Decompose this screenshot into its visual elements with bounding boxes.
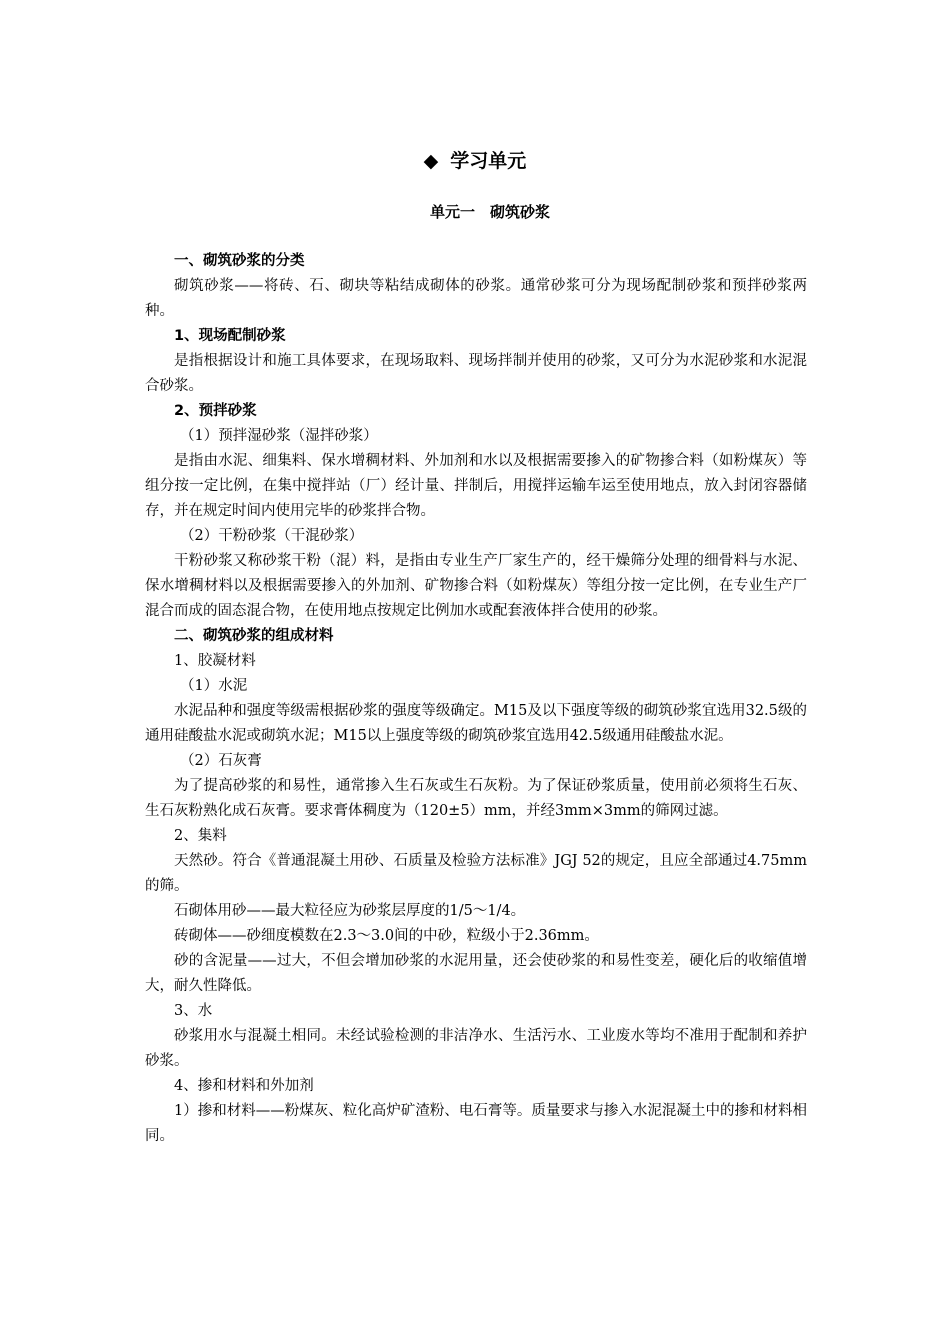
paragraph: 3、水 bbox=[174, 1003, 213, 1019]
paragraph: 砖砌体——砂细度模数在2.3～3.0间的中砂，粒级小于2.36mm。 bbox=[174, 928, 599, 944]
section-heading: 二、砌筑砂浆的组成材料 bbox=[174, 628, 334, 644]
paragraph: 1）掺和材料——粉煤灰、粒化高炉矿渣粉、电石膏等。质量要求与掺入水泥混凝土中的掺和材料相同。 bbox=[145, 1103, 807, 1144]
paragraph: 砌筑砂浆——将砖、石、砌块等粘结成砌体的砂浆。通常砂浆可分为现场配制砂浆和预拌砂浆两种。 bbox=[145, 278, 807, 319]
section-heading: 2、预拌砂浆 bbox=[174, 403, 257, 419]
paragraph: （1）预拌湿砂浆（湿拌砂浆） bbox=[180, 428, 378, 444]
paragraph: 天然砂。符合《普通混凝土用砂、石质量及检验方法标准》JGJ 52的规定，且应全部通过4.75mm的筛。 bbox=[145, 853, 807, 894]
main-title bbox=[0, 147, 950, 175]
section-heading: 一、砌筑砂浆的分类 bbox=[174, 253, 305, 269]
paragraph: （2）石灰膏 bbox=[180, 753, 262, 769]
paragraph: 是指由水泥、细集料、保水增稠材料、外加剂和水以及根据需要掺入的矿物掺合料（如粉煤灰）等组分按一定比例，在集中搅拌站（厂）经计量、拌制后，用搅拌运输车运至使用地点，放入封闭容器储存，并在规定时间内使用完毕的砂浆拌合物。 bbox=[145, 453, 807, 519]
paragraph: 2、集料 bbox=[174, 828, 227, 844]
paragraph: （1）水泥 bbox=[180, 678, 248, 694]
diamond-bullet-icon: ◆ bbox=[423, 150, 439, 172]
paragraph: 石砌体用砂——最大粒径应为砂浆层厚度的1/5～1/4。 bbox=[174, 903, 526, 919]
section-heading: 1、现场配制砂浆 bbox=[174, 328, 286, 344]
paragraph: 砂浆用水与混凝土相同。未经试验检测的非洁净水、生活污水、工业废水等均不准用于配制和养护砂浆。 bbox=[145, 1028, 807, 1069]
paragraph: 4、掺和材料和外加剂 bbox=[174, 1078, 314, 1094]
paragraph: 是指根据设计和施工具体要求，在现场取料、现场拌制并使用的砂浆，又可分为水泥砂浆和水泥混合砂浆。 bbox=[145, 353, 807, 394]
main-title-text: 学习单元 bbox=[450, 150, 527, 172]
paragraph: 为了提高砂浆的和易性，通常掺入生石灰或生石灰粉。为了保证砂浆质量，使用前必须将生石灰、生石灰粉熟化成石灰膏。要求膏体稠度为（120±5）mm，并经3mm×3mm的筛网过滤。 bbox=[145, 778, 807, 819]
paragraph: 水泥品种和强度等级需根据砂浆的强度等级确定。M15及以下强度等级的砌筑砂浆宜选用32.5级的通用硅酸盐水泥或砌筑水泥；M15以上强度等级的砌筑砂浆宜选用42.5级通用硅酸盐水泥。 bbox=[145, 703, 807, 744]
paragraph: 1、胶凝材料 bbox=[174, 653, 256, 669]
document-body bbox=[145, 249, 807, 1149]
paragraph: 干粉砂浆又称砂浆干粉（混）料，是指由专业生产厂家生产的，经干燥筛分处理的细骨料与水泥、保水增稠材料以及根据需要掺入的外加剂、矿物掺合料（如粉煤灰）等组分按一定比例，在专业生产厂混合而成的固态混合物，在使用地点按规定比例加水或配套液体拌合使用的砂浆。 bbox=[145, 553, 807, 619]
paragraph: 砂的含泥量——过大，不但会增加砂浆的水泥用量，还会使砂浆的和易性变差，硬化后的收缩值增大，耐久性降低。 bbox=[145, 953, 807, 994]
paragraph: （2）干粉砂浆（干混砂浆） bbox=[180, 528, 364, 544]
unit-title: 单元一 砌筑砂浆 bbox=[429, 203, 550, 221]
